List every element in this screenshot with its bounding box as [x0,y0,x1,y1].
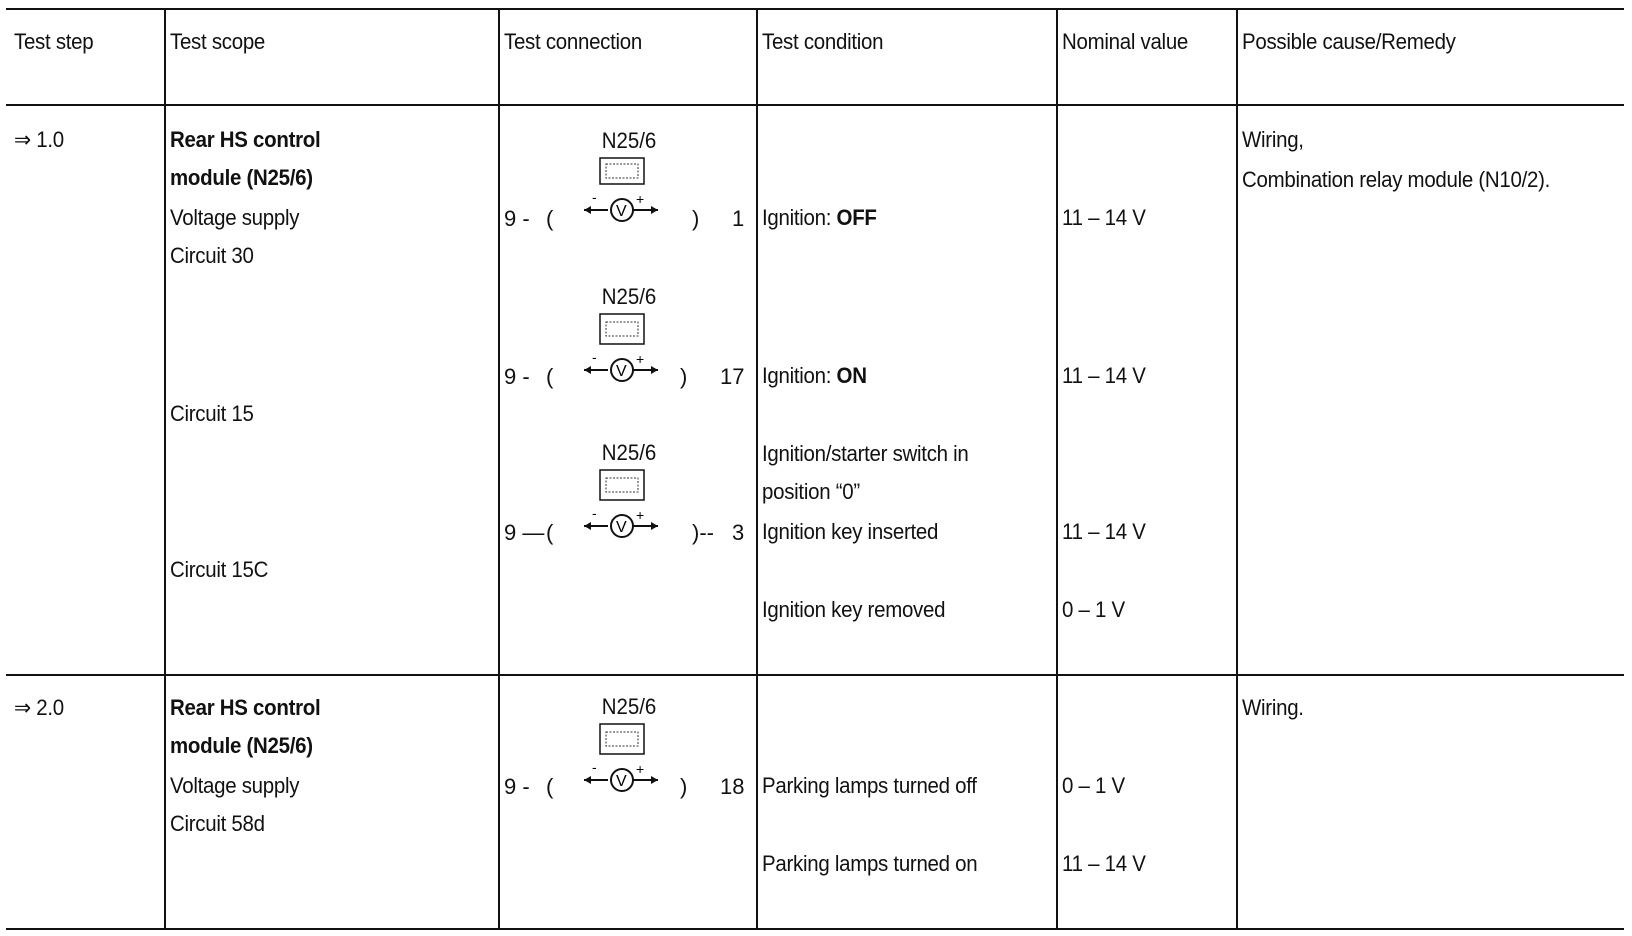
svg-text:+: + [636,191,645,207]
meter-2-right-pin: 17 [720,364,745,389]
step-1-cause-2: Combination relay module (N10/2). [1242,167,1551,192]
voltmeter-icon [534,720,724,810]
step-1-circuit-15: Circuit 15 [170,401,254,426]
step-1-scope-title-1: Rear HS control [170,127,321,152]
col-divider-1 [164,8,166,930]
meter-4-label: N25/6 [601,694,657,719]
step-1-circuit-30: Circuit 30 [170,243,254,268]
voltmeter-diagram-3 [534,440,724,560]
step-1-condition-2 [762,362,867,390]
step-2-cause: Wiring. [1242,695,1304,720]
svg-text:-: - [592,189,597,205]
voltmeter-diagram-1 [534,128,724,248]
meter-1-left-bracket: ( [546,206,554,231]
col-divider-2 [498,8,500,930]
col-divider-5 [1236,8,1238,930]
row-divider [6,674,1624,676]
meter-4-left-bracket: ( [546,774,554,799]
step-1-condition-3-line-1: Ignition/starter switch in [762,441,969,466]
step-1-scope-title-2: module (N25/6) [170,165,313,190]
voltmeter-icon [534,310,724,400]
meter-2-right-bracket: ) [680,364,688,389]
svg-text:+: + [636,507,645,523]
step-2-label: ⇒ 2.0 [14,695,64,720]
step-1-condition-3-line-3: Ignition key inserted [762,519,939,544]
col-divider-3 [756,8,758,930]
step-2-voltage-supply: Voltage supply [170,773,300,798]
header-test-condition: Test condition [762,29,884,54]
meter-2-label: N25/6 [601,284,657,309]
voltmeter-icon [534,154,724,244]
svg-text:V: V [616,773,627,790]
step-1-nominal-1: 11 – 14 V [1062,205,1146,230]
meter-4-left-pin: 9 - [504,774,530,799]
condition-1-bold: OFF [836,205,877,230]
svg-text:+: + [636,761,645,777]
meter-3-left-pin: 9 — [504,520,545,545]
header-rule [6,104,1624,106]
svg-text:+: + [636,351,645,367]
step-1-nominal-3: 11 – 14 V [1062,519,1146,544]
step-1-label: ⇒ 1.0 [14,127,64,152]
meter-2-left-pin: 9 - [504,364,530,389]
step-2-scope-title-2: module (N25/6) [170,733,313,758]
step-2-condition-1: Parking lamps turned off [762,773,977,798]
condition-2-bold: ON [836,363,867,388]
step-2-circuit-58d: Circuit 58d [170,811,265,836]
meter-3-label: N25/6 [601,440,657,465]
voltmeter-diagram-2 [534,284,724,404]
step-2-nominal-2: 11 – 14 V [1062,851,1146,876]
step-1-voltage-supply: Voltage supply [170,205,300,230]
meter-3-right-pin: 3 [732,520,745,545]
header-nominal-value: Nominal value [1062,29,1189,54]
step-1-condition-3-line-2: position “0” [762,479,860,504]
step-1-circuit-15c: Circuit 15C [170,557,269,582]
svg-text:V: V [616,203,627,220]
svg-text:V: V [616,363,627,380]
meter-4-right-pin: 18 [720,774,745,799]
step-1-cause-1: Wiring, [1242,127,1304,152]
voltmeter-diagram-4 [534,694,724,814]
meter-3-left-bracket: ( [546,520,554,545]
header-possible-cause: Possible cause/Remedy [1242,29,1456,54]
step-2-nominal-1: 0 – 1 V [1062,773,1125,798]
step-1-condition-1 [762,204,877,232]
meter-1-label: N25/6 [601,128,657,153]
step-1-condition-4: Ignition key removed [762,597,946,622]
svg-text:-: - [592,759,597,775]
svg-text:-: - [592,349,597,365]
header-test-scope: Test scope [170,29,266,54]
step-2-condition-2: Parking lamps turned on [762,851,978,876]
col-divider-4 [1056,8,1058,930]
svg-text:V: V [616,519,627,536]
meter-1-right-bracket: ) [692,206,700,231]
voltmeter-icon [534,466,724,556]
meter-4-right-bracket: ) [680,774,688,799]
step-1-nominal-2: 11 – 14 V [1062,363,1146,388]
top-rule [6,8,1624,10]
step-2-scope-title-1: Rear HS control [170,695,321,720]
meter-1-left-pin: 9 - [504,206,530,231]
condition-2-prefix: Ignition: [762,363,837,388]
bottom-rule [6,928,1624,930]
condition-1-prefix: Ignition: [762,205,837,230]
header-test-connection: Test connection [504,29,642,54]
meter-2-left-bracket: ( [546,364,554,389]
meter-3-right-bracket: )-- [692,520,714,545]
svg-text:-: - [592,505,597,521]
step-1-nominal-4: 0 – 1 V [1062,597,1125,622]
header-test-step: Test step [14,29,94,54]
meter-1-right-pin: 1 [732,206,745,231]
